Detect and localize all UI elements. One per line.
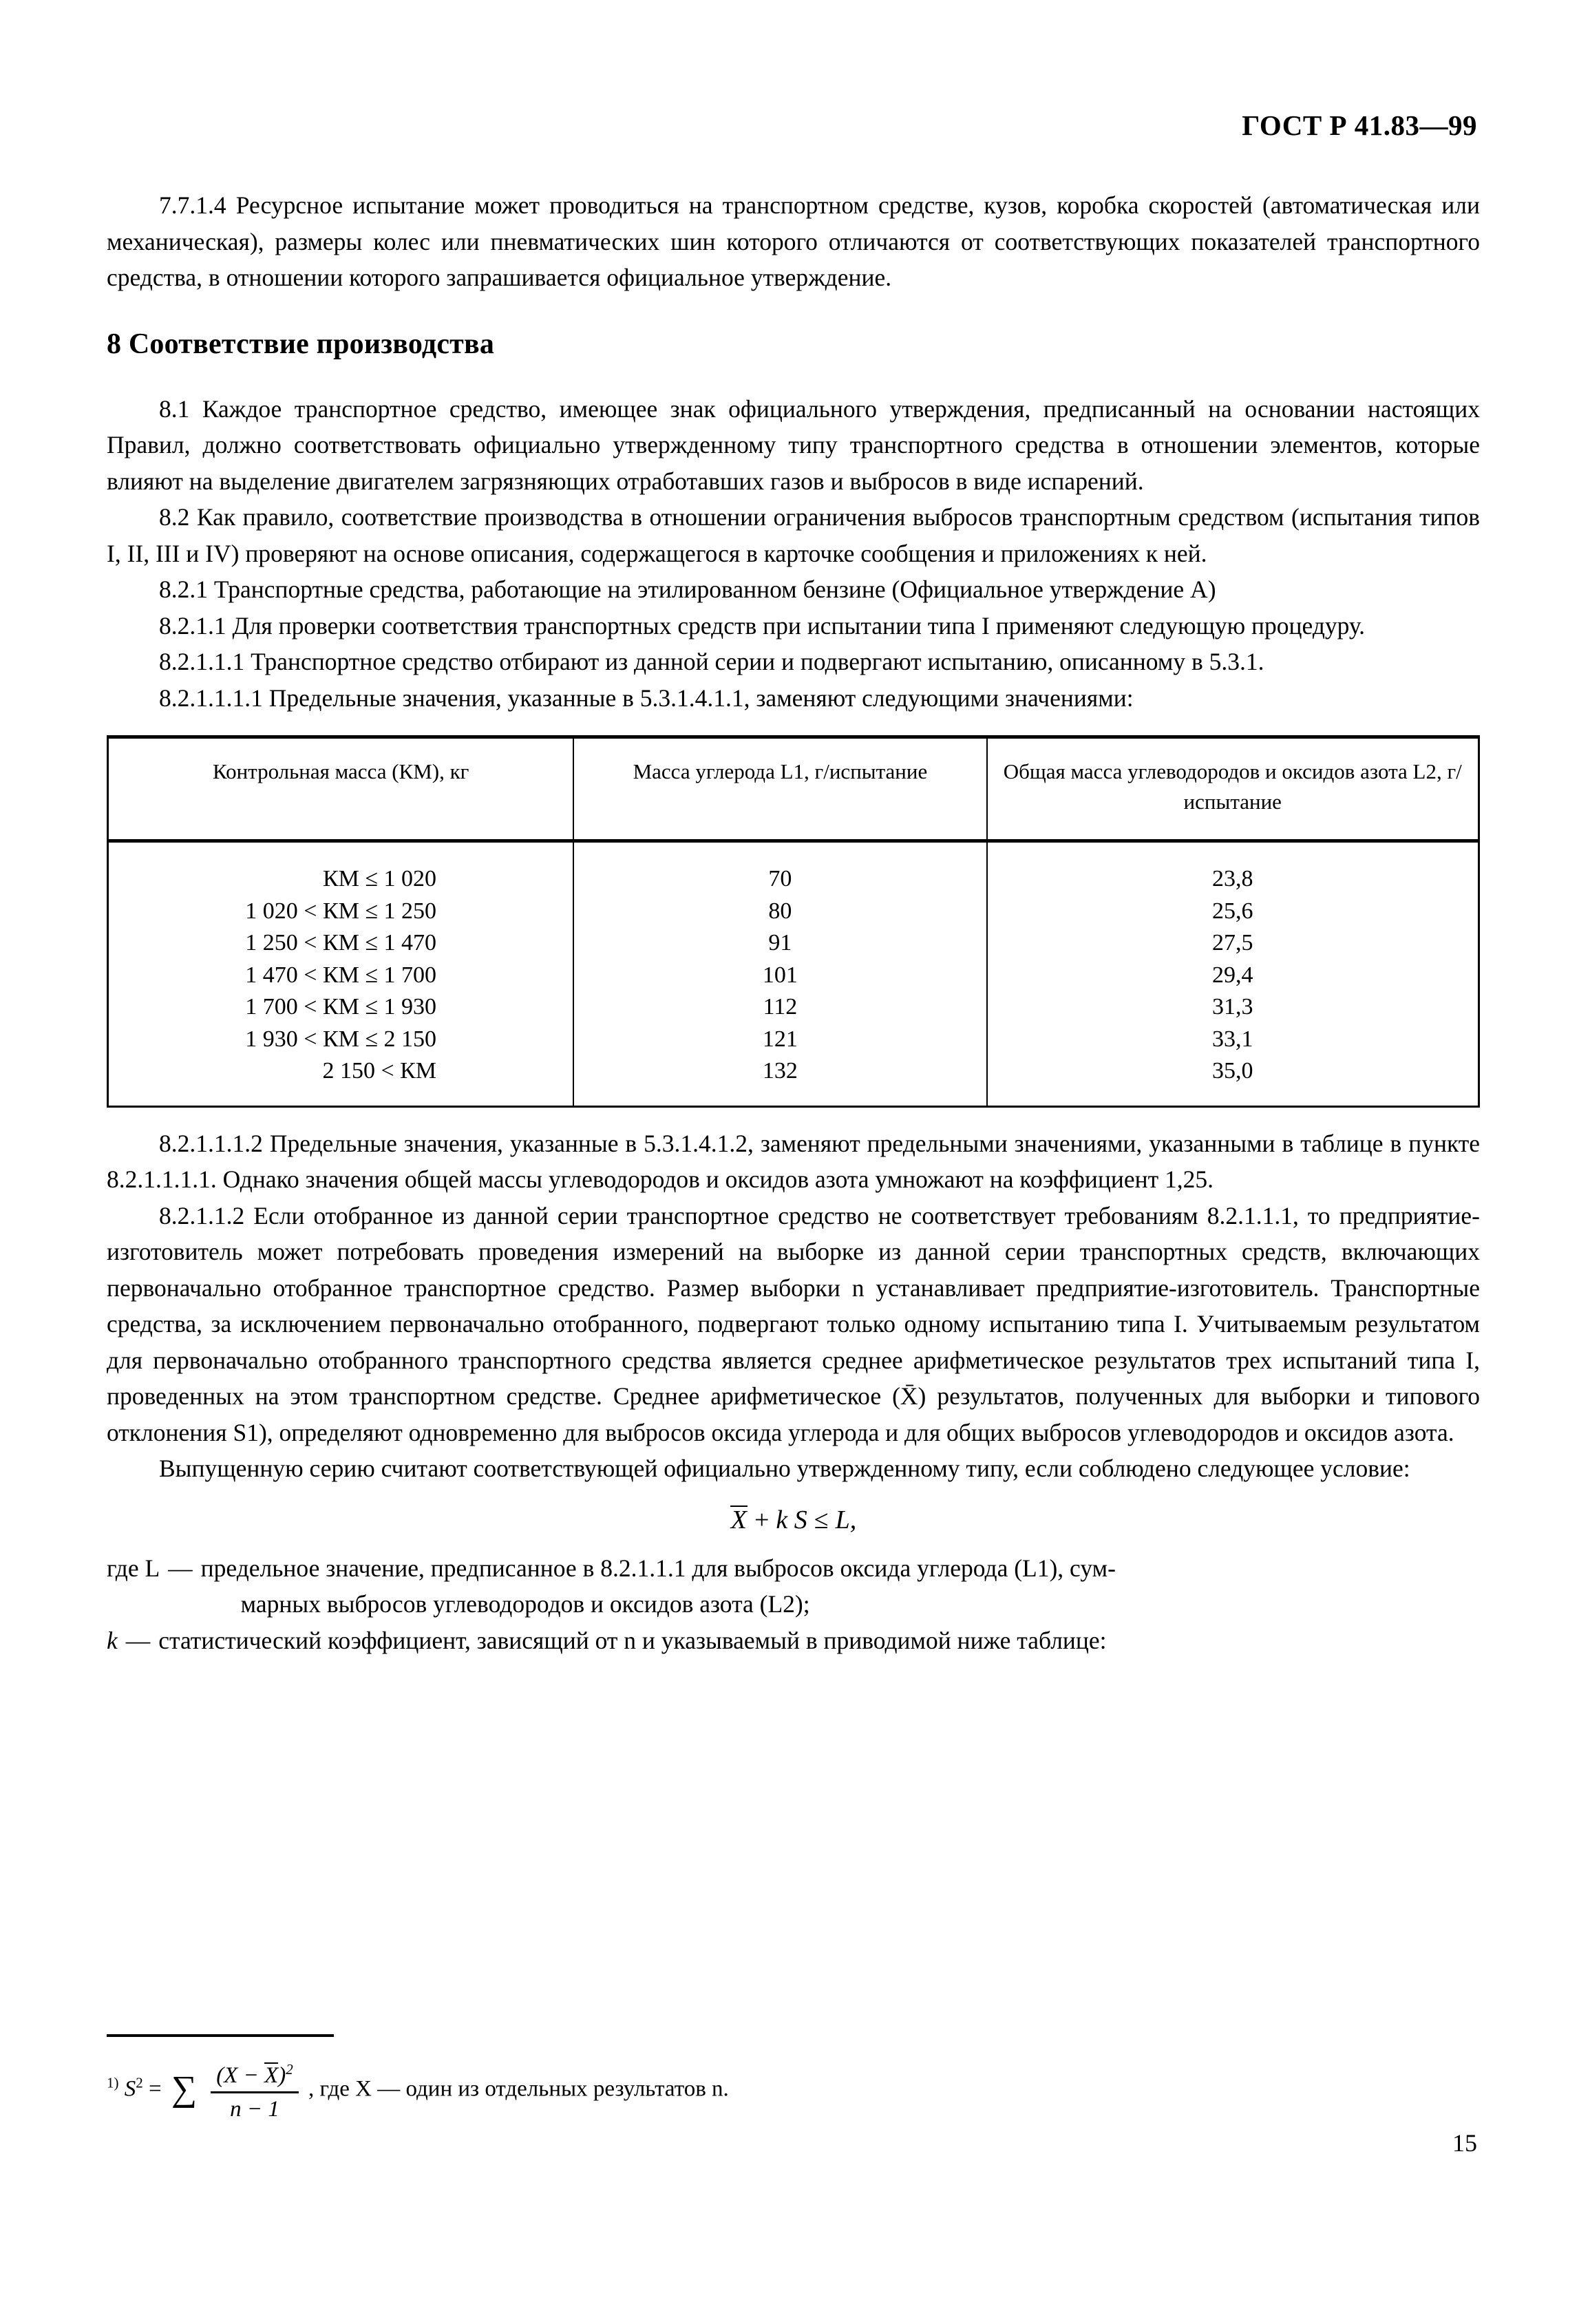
list-item: 33,1 bbox=[1212, 1026, 1253, 1052]
definition-k-text: статистический коэффициент, зависящий от n и указываемый в приводимой ниже таблице: bbox=[158, 1626, 1107, 1654]
footnote-equals: = bbox=[149, 2076, 162, 2102]
footnote-numerator-exponent: 2 bbox=[286, 2061, 293, 2078]
definition-l-dash: — bbox=[168, 1554, 193, 1582]
column-header-control-mass: Контрольная масса (КМ), кг bbox=[108, 737, 574, 841]
formula-x-bar: X bbox=[730, 1505, 747, 1534]
definition-l-text bbox=[201, 1550, 1480, 1623]
footnote-tail-text: , где X — один из отдельных результатов n. bbox=[308, 2076, 729, 2102]
definition-k-symbol: k bbox=[107, 1626, 118, 1654]
formula-l: L, bbox=[835, 1505, 857, 1534]
footnote-s-symbol: S bbox=[124, 2076, 136, 2102]
l1-values bbox=[584, 863, 976, 1088]
symbol-definitions bbox=[107, 1550, 1480, 1659]
table-row bbox=[108, 841, 1479, 1107]
list-item: 1 930 < КМ ≤ 2 150 bbox=[245, 1026, 437, 1052]
formula-k: k bbox=[776, 1505, 788, 1534]
limits-table bbox=[107, 735, 1480, 1108]
footnote-denominator: n − 1 bbox=[230, 2097, 279, 2122]
definition-k bbox=[107, 1623, 1480, 1659]
list-item: 25,6 bbox=[1212, 898, 1253, 924]
list-item: 1 020 < КМ ≤ 1 250 bbox=[245, 898, 437, 924]
cell-control-mass-column bbox=[108, 841, 574, 1107]
spacer bbox=[107, 296, 1480, 328]
list-item: 29,4 bbox=[1212, 962, 1253, 988]
limits-table-head bbox=[108, 737, 1479, 841]
list-item: 121 bbox=[762, 1026, 798, 1052]
footnote-marker: 1) bbox=[107, 2074, 119, 2091]
formula-plus: + bbox=[754, 1505, 770, 1534]
list-item: 27,5 bbox=[1212, 930, 1253, 955]
l2-values bbox=[997, 863, 1468, 1088]
summation-icon: ∑ bbox=[171, 2069, 197, 2109]
list-item: 132 bbox=[762, 1058, 798, 1084]
page-header-standard-id: ГОСТ Р 41.83—99 bbox=[1242, 109, 1477, 141]
paragraph-7-7-1-4: 7.7.1.4 Ресурсное испытание может проводиться на транспортном средстве, кузов, коробка скоростей (автоматическая или механическая), размеры колес или пневматических шин которого отличаются от соответствующих показателей транспортного средства, в отношении которого запрашивается официальное утверждение. bbox=[107, 191, 1480, 291]
paragraph-8-2-1-1-1: 8.2.1.1.1 Транспортное средство отбирают из данной серии и подвергают испытанию, описанному в 5.3.1. bbox=[159, 648, 1264, 675]
cell-l1-column bbox=[573, 841, 986, 1107]
list-item: 1 470 < КМ ≤ 1 700 bbox=[245, 962, 437, 988]
control-mass-values bbox=[245, 863, 436, 1088]
page-number: 15 bbox=[1452, 2129, 1477, 2157]
footnote-numerator bbox=[211, 2055, 299, 2093]
column-header-carbon-mass: Масса углерода L1, г/испытание bbox=[573, 737, 986, 841]
list-item: КМ ≤ 1 020 bbox=[322, 866, 437, 891]
paragraph-8-2-1-1-2: 8.2.1.1.2 Если отобранное из данной серии транспортное средство не соответствует требованиям 8.2.1.1.1, то предприятие-изготовитель может потребовать проведения измерений на выборке из данной серии транспортных средств, включающих первоначально отобранное транспортное средство. Размер выборки n устанавливает предприятие-изготовитель. Транспортные средства, за исключением первоначально отобранного, подвергают только одному испытанию типа I. Учитываемым результатом для первоначально отобранного транспортного средства является среднее арифметическое результатов трех испытаний типа I, проведенных на этом транспортном средстве. Среднее арифметическое (X̄) результатов, полученных для выборки и типового отклонения S1), определяют одновременно для выбросов оксида углерода и для общих выбросов углеводородов и оксидов азота. bbox=[107, 1201, 1480, 1446]
limits-table-wrapper bbox=[107, 735, 1480, 1108]
paragraph-released-series: Выпущенную серию считают соответствующей официально утвержденному типу, если соблюдено следующее условие: bbox=[159, 1455, 1410, 1482]
list-item: 1 700 < КМ ≤ 1 930 bbox=[245, 994, 437, 1020]
paragraph-8-2-1: 8.2.1 Транспортные средства, работающие на этилированном бензине (Официальное утверждение А) bbox=[159, 575, 1216, 603]
footnote-standard-deviation bbox=[107, 2056, 1480, 2125]
paragraph-8-2-1-1: 8.2.1.1 Для проверки соответствия транспортных средств при испытании типа I применяют следующую процедуру. bbox=[159, 611, 1365, 640]
footnote-numerator-text: (X − X) bbox=[216, 2063, 286, 2088]
definition-l-line2: марных выбросов углеводородов и оксидов азота (L2); bbox=[240, 1590, 810, 1618]
list-item: 91 bbox=[768, 930, 792, 955]
cell-l2-column bbox=[987, 841, 1479, 1107]
definition-k-dash: — bbox=[125, 1626, 151, 1654]
list-item: 70 bbox=[768, 866, 792, 891]
document-body bbox=[107, 187, 1480, 1658]
paragraph-8-1: 8.1 Каждое транспортное средство, имеющее знак официального утверждения, предписанный на основании настоящих Правил, должно соответствовать официально утвержденному типу транспортного средства в отношении элементов, которые влияют на выделение двигателем загрязняющих отработавших газов и выбросов в виде испарений. bbox=[107, 394, 1480, 495]
footnote-fraction bbox=[211, 2055, 299, 2124]
footnote-s-exponent: 2 bbox=[136, 2074, 143, 2091]
definition-l-symbol: где L bbox=[107, 1554, 160, 1582]
paragraph-8-2-1-1-1-2: 8.2.1.1.1.2 Предельные значения, указанные в 5.3.1.4.1.2, заменяют предельными значениями, указанными в таблице в пункте 8.2.1.1.1.1. Однако значения общей массы углеводородов и оксидов азота умножают на коэффициент 1,25. bbox=[107, 1129, 1480, 1193]
list-item: 80 bbox=[768, 898, 792, 924]
definition-l-line1: предельное значение, предписанное в 8.2.1.1.1 для выбросов оксида углерода (L1), сум- bbox=[200, 1554, 1116, 1582]
list-item: 112 bbox=[763, 994, 798, 1020]
definition-l bbox=[107, 1550, 1480, 1623]
list-item: 2 150 < КМ bbox=[322, 1058, 437, 1084]
list-item: 23,8 bbox=[1212, 866, 1253, 891]
footnote-separator-rule bbox=[107, 2034, 334, 2037]
list-item: 101 bbox=[762, 962, 798, 988]
list-item: 31,3 bbox=[1212, 994, 1253, 1020]
paragraph-8-2-1-1-1-1: 8.2.1.1.1.1 Предельные значения, указанные в 5.3.1.4.1.1, заменяют следующими значениями: bbox=[159, 684, 1134, 712]
paragraph-8-2: 8.2 Как правило, соответствие производства в отношении ограничения выбросов транспортным средством (испытания типов I, II, III и IV) проверяют на основе описания, содержащегося в карточке сообщения и приложениях к ней. bbox=[107, 503, 1480, 567]
section-heading-8: 8 Соответствие производства bbox=[107, 328, 495, 360]
formula-leq: ≤ bbox=[814, 1505, 829, 1534]
spacer bbox=[107, 361, 1480, 391]
conformity-formula bbox=[107, 1505, 1480, 1535]
table-header-row bbox=[108, 737, 1479, 841]
list-item: 1 250 < КМ ≤ 1 470 bbox=[245, 930, 437, 955]
formula-s: S bbox=[794, 1505, 807, 1534]
list-item: 35,0 bbox=[1212, 1058, 1253, 1084]
limits-table-body bbox=[108, 841, 1479, 1107]
column-header-hc-nox-mass: Общая масса углеводородов и оксидов азота L2, г/испытание bbox=[987, 737, 1479, 841]
footnote-area bbox=[107, 2034, 1480, 2125]
